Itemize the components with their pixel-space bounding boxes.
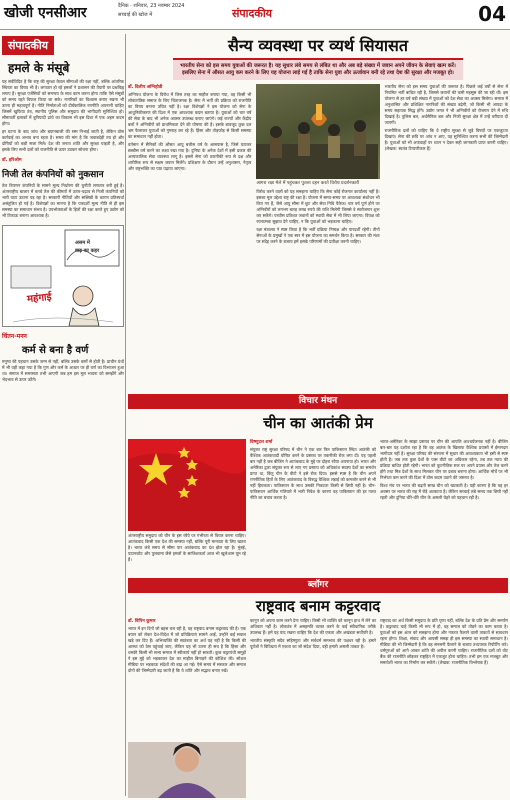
article-text: रक्षा मंत्रालय ने स्पष्ट किया है कि भर्ती प्रक्रिया निष्पक्ष और पारदर्शी रहेगी। तीनों सेनाओं के प्रमुखों ने एक स्वर में इस योजना का समर्थन किया है। सरकार की मंशा पर संदेह करने के बजाय हमें इसके परिणामों की प्रतीक्षा करनी चाहिए। [256,227,380,244]
photo-caption: आगरा रक्षा मेले में पहुंचकर पुतला दहन करते विरोध प्रदर्शनकारी [256,181,360,186]
china-col-3 [380,439,508,501]
page-number: 04 [478,2,506,26]
left-column [2,34,124,798]
article-text: भारत-अमेरिका के साझा प्रस्ताव पर चीन की आपत्ति आश्चर्यजनक नहीं है। बीजिंग बार-बार यह दर्शाता रहा है कि वह आतंक के खिलाफ वैश्विक प्रयासों में ईमानदार भागीदार नहीं है। सुरक्षा परिषद की संरचना में सुधार की आवश्यकता भी इसी से स्पष्ट होती है। जब तक कुछ देशों के पास वीटो का अधिकार रहेगा, तब तक न्याय की प्रक्रिया बाधित होती रहेगी। भारत को कूटनीतिक स्तर पर अपने प्रयास और तेज करने होंगे तथा मित्र देशों के साथ मिलकर चीन पर दबाव बनाना होगा। आर्थिक मोर्चे पर भी निर्भरता कम करने की दिशा में ठोस कदम उठाने की जरूरत है। [380,439,508,480]
cartoon-caption-1: असम में [75,240,90,246]
nationalism-col-3 [380,618,508,796]
protest-photo [256,84,379,179]
editorial-body-2: हर घटना के बाद जांच और बयानबाजी की रस्म निभाई जाती है, लेकिन ठोस कार्रवाई का अभाव बना रहता है। समय की मांग है कि जवाबदेही तय हो और दोषियों को कड़ी सजा मिले। देश की जनता शांति और सुरक्षा चाहती है, और इसके लिए सभी दलों को राजनीति से ऊपर उठकर सोचना होगा। [2,129,124,152]
article-col-2 [256,84,379,245]
editorial-headline: हमले के मंसूबे [8,61,70,75]
article-col-1 [128,84,251,245]
china-col-2 [250,439,376,501]
chintan-headline: कर्म से बना है वर्ण [22,345,89,356]
article-text: विरोध करने वालों को यह समझना चाहिए कि सेना कोई रोजगार कार्यालय नहीं है। इसका मूल उद्देश्य राष्ट्र की रक्षा है। योजना में समय-समय पर आवश्यक संशोधन भी किए गए हैं, जैसे आयु सीमा में छूट और सेवा निधि पैकेज। चार वर्ष पूर्ण होने पर अग्निवीरों को लगभग बारह लाख रुपये की राशि मिलेगी जिससे वे स्वरोजगार शुरू कर सकेंगे। पच्चीस प्रतिशत जवानों को स्थायी सेवा में भी लिया जाएगा। विपक्ष को रचनात्मक सुझाव देने चाहिए, न कि युवाओं को भड़काना चाहिए। [256,189,380,224]
article-text: विश्व मंच पर भारत की बढ़ती साख चीन को खटकती है। यही कारण है कि वह हर अवसर पर भारत की राह में रोड़े अटकाता है। लेकिन सच्चाई लंबे समय तक छिपी नहीं रहती और दुनिया धीरे-धीरे चीन के असली चेहरे को पहचान रही है। [380,483,508,500]
article-text: राष्ट्रवाद का अर्थ किसी समुदाय के प्रति घृणा नहीं, बल्कि देश के प्रति प्रेम और समर्पण है। कट्टरवाद चाहे किसी भी रूप में हो, वह समाज को तोड़ने का काम करता है। युवाओं को इस अंतर को समझना होगा और नफरत फैलाने वाली ताकतों से सावधान रहना होगा। शिक्षा, संवाद और आपसी समझ ही इस समस्या का स्थायी समाधान है। मीडिया की भी जिम्मेदारी है कि वह सनसनी फैलाने के बजाय तथ्यपरक रिपोर्टिंग करे। धर्मगुरुओं को आगे आकर शांति की अपील करनी चाहिए। राजनीतिक दलों को वोट बैंक की राजनीति छोड़कर राष्ट्रहित में एकजुट होना चाहिए। तभी हम एक मजबूत और समावेशी भारत का निर्माण कर सकेंगे। (लेखक: राजनीतिक विश्लेषक हैं) [380,618,508,665]
newspaper-brand: खोजी एनसीआर [4,5,87,21]
china-flag-photo [128,439,246,531]
nationalism-col-1 [128,618,246,742]
flag-drawing [128,439,246,531]
article-text: कानून को अपना काम करने देना चाहिए। किसी भी व्यक्ति को कानून हाथ में लेने का अधिकार नहीं है। लोकतंत्र में असहमति व्यक्त करने के कई संवैधानिक तरीके उपलब्ध हैं। हमें यह याद रखना चाहिए कि देश की एकता और अखंडता सर्वोपरि है। [250,618,376,635]
byline: डॉ. हरिओम [2,158,22,163]
protest-scene [256,84,378,179]
article-text: वर्तमान में सैनिकों की औसत आयु बत्तीस वर्ष के आसपास है, जिसे घटाकर छब्बीस वर्ष करने का लक्ष्य रखा गया है। दुनिया के अनेक देशों में इसी प्रकार की अल्पकालिक सेवा व्यवस्था लागू है। इससे सेना को तकनीकी रूप से दक्ष और शारीरिक रूप से सक्षम जवान मिलेंगे। प्रशिक्षण के दौरान उन्हें अनुशासन, नेतृत्व और राष्ट्रभक्ति का पाठ पढ़ाया जाएगा। [128,142,252,171]
article-text: भारतीय सेना को इस समय युवाओं की जरूरत है। पिछले कई वर्षों से सेना में नियमित भर्ती बाधित रही है, जिससे जवानों की कमी महसूस की जा रही थी। इस योजना से हर वर्ष बड़ी संख्या में युवाओं को देश सेवा का अवसर मिलेगा। समाज में अनुशासित और प्रशिक्षित नागरिकों की संख्या बढ़ेगी, जो किसी भी आपदा के समय सहायक सिद्ध होंगे। उद्योग जगत ने भी अग्निवीरों को रोजगार देने में रुचि दिखाई है। पुलिस बल, अर्धसैनिक बल और निजी सुरक्षा क्षेत्र में उन्हें वरीयता दी जाएगी। [384,84,508,125]
chintan-label: चिंतन-मनन [2,333,27,340]
article-text: भारत में इन दिनों जो बहस चल रही है, वह राष्ट्रवाद बनाम कट्टरवाद की है। एक बयान को लेकर देश-विदेश में जो प्रतिक्रियाएं सामने आईं, उन्होंने कई सवाल खड़े कर दिए हैं। अभिव्यक्ति की स्वतंत्रता का अर्थ यह नहीं है कि किसी की आस्था को ठेस पहुंचाई जाए, लेकिन यह भी उतना ही सच है कि हिंसा और धमकी किसी भी सभ्य समाज में स्वीकार्य नहीं हो सकती। कुछ कट्टरपंथी समूहों ने इस मुद्दे को भड़काकर देश का माहौल बिगाड़ने की कोशिश की। सोशल मीडिया पर भड़काऊ संदेशों की बाढ़ आ गई। ऐसे समय में सरकार और समाज दोनों की जिम्मेदारी बढ़ जाती है कि वे शांति और सद्भाव बनाए रखें। [128,626,246,673]
editorial-tag: संपादकीय [2,36,54,55]
byline: डॉ. दिलीप अग्निहोत्री [128,85,163,90]
article-text: भारतीय संस्कृति सदैव सहिष्णुता और सर्वधर्म समभाव की पक्षधर रही है। हमारे पूर्वजों ने विविधता में एकता का जो संदेश दिया, वही हमारी असली ताकत है। [250,638,376,649]
cartoon-caption-2: बाढ़ का कहर [75,248,100,254]
nationalism-col-2 [250,618,376,790]
oil-body: तेल विपणन कंपनियों के सामने मूल्य निर्धारण की चुनौती लगातार बनी हुई है। अंतरराष्ट्रीय बाजार में कच्चे तेल की कीमतों में उतार-चढ़ाव से निजी कंपनियों को भारी घाटा उठाना पड़ रहा है। सरकारी नीतियों और सब्सिडी के कारण प्रतिस्पर्धा असंतुलित हो गई है। विशेषज्ञों का मानना है कि पारदर्शी मूल्य नीति से ही इस समस्या का समाधान संभव है। उपभोक्ताओं के हितों की रक्षा करते हुए उद्योग को भी टिकाऊ बनाना आवश्यक है। [2,183,124,218]
byline: विष्णुदत्त शर्मा [250,440,273,445]
oil-headline: निजी तेल कंपनियों को नुकसान [2,170,104,180]
editorial-body: यह सर्वविदित है कि राष्ट्र की सुरक्षा केवल सीमाओं की रक्षा नहीं, बल्कि आंतरिक स्थिरता का विषय भी है। लगातार हो रहे हमलों ने प्रशासन की तैयारी पर प्रश्नचिह्न लगाए हैं। सुरक्षा एजेंसियों को समन्वय के साथ काम करना होगा ताकि ऐसे मंसूबों को समय रहते विफल किया जा सके। नागरिकों का विश्वास बनाए रखना भी उतना ही महत्वपूर्ण है। नीति निर्माताओं को दीर्घकालिक रणनीति अपनानी चाहिए जिसमें खुफिया तंत्र, स्थानीय पुलिस और समुदाय की भागीदारी सुनिश्चित हो। सीमावर्ती इलाकों में बुनियादी ढांचे का विकास भी इस दिशा में एक अहम कदम होगा। [2,79,124,126]
section-band-blogger: ब्लॉगर [128,578,508,593]
article-military [128,34,508,245]
cartoon-drawing [3,226,124,327]
article-text: संयुक्त राष्ट्र सुरक्षा परिषद में चीन ने एक बार फिर पाकिस्तान स्थित आतंकी को वैश्विक आतंकवादी घोषित करने के प्रस्ताव पर तकनीकी रोक लगा दी। यह पहली बार नहीं है जब बीजिंग ने आतंकवाद के मुद्दे पर दोहरा रवैया अपनाया हो। भारत और अमेरिका द्वारा संयुक्त रूप से लाए गए प्रस्ताव को अधिकांश सदस्य देशों का समर्थन प्राप्त था, किंतु चीन के वीटो ने इसे रोक दिया। इससे स्पष्ट है कि चीन अपने रणनीतिक हितों के लिए आतंकवाद के विरुद्ध वैश्विक लड़ाई को कमजोर करने से भी नहीं हिचकता। पाकिस्तान के साथ उसकी निकटता किसी से छिपी नहीं है। चीन-पाकिस्तान आर्थिक गलियारे में भारी निवेश के कारण वह पाकिस्तान की हर गलत नीति का बचाव करता है। [250,447,376,500]
dateline: दैनिक · शनिवार, 23 नवम्बर 2024 [118,3,185,9]
section-band-vichar: विचार मंथन [128,394,508,409]
portrait-photo [128,742,246,798]
cartoon-word: महंगाई [26,291,53,306]
china-col-1-bottom [128,533,246,563]
china-headline: चीन का आतंकी प्रेम [263,414,373,432]
masthead [0,0,510,30]
article-col-3 [385,84,508,245]
nationalism-headline: राष्ट्रवाद बनाम कट्टरवाद [255,597,381,615]
article-headline: सैन्य व्यवस्था पर व्यर्थ सियासत [228,36,408,55]
tagline: सच्चाई की खोज में [118,12,153,18]
pull-quote: भारतीय सेना को इस समय युवाओं की जरूरत है। यह सुधार लंबे समय से लंबित था और अब बड़े संख्या में जवान अपने जीवन के सेवाएं खत्म करें। इसलिए सेना में औसत आयु कम करने के लिए यह योजना लाई गई है ताकि सेना युवा और ऊर्जावान बनी रहे तथा देश की सुरक्षा और मजबूत हो। [173,58,463,80]
article-text: राजनीतिक दलों को चाहिए कि वे राष्ट्रीय सुरक्षा से जुड़े विषयों पर एकजुटता दिखाएं। सेना की छवि पर आंच न आए, यह सुनिश्चित करना सभी की जिम्मेदारी है। युवाओं को भी अफवाहों पर ध्यान न देकर सही जानकारी प्राप्त करनी चाहिए। (लेखक: स्वतंत्र टिप्पणीकार हैं) [384,128,508,151]
section-title: संपादकीय [232,7,273,20]
column-divider [125,34,126,796]
chintan-body: मनुष्य की पहचान उसके जन्म से नहीं, बल्कि उसके कर्मों से होती है। प्राचीन ग्रंथों में भी यही कहा गया है कि गुण और कर्म के आधार पर ही वर्ण का विभाजन हुआ था। समाज में समरसता तभी आएगी जब हम इस मूल भावना को समझेंगे और भेदभाव से ऊपर उठेंगे। [2,359,124,382]
portrait-drawing [128,742,246,798]
byline: डॉ. विपिन कुमार [128,619,156,624]
article-text: अग्निपथ योजना के विरोध में जिस तरह का माहौल बनाया गया, वह किसी भी लोकतांत्रिक समाज के लिए चिंताजनक है। सेना में भर्ती की प्रक्रिया को राजनीति का विषय बनाना उचित नहीं है। रक्षा विशेषज्ञों ने इस योजना को सेना के आधुनिकीकरण की दिशा में एक आवश्यक कदम बताया है। युवाओं को चार वर्ष की सेवा के बाद भी अनेक अवसर उपलब्ध कराए जाएंगे। कई राज्यों और केंद्रीय बलों ने अग्निवीरों को प्राथमिकता देने की घोषणा की है। इसके बावजूद कुछ दल भ्रम फैलाकर युवाओं को गुमराह कर रहे हैं। हिंसा और तोड़फोड़ से किसी समस्या का समाधान नहीं होता। [128,92,252,139]
article-text: अंतरराष्ट्रीय समुदाय को चीन के इस रवैये पर गंभीरता से विचार करना चाहिए। आतंकवाद किसी एक देश की समस्या नहीं, बल्कि पूरी मानवता के लिए खतरा है। भारत लंबे समय से सीमा पार आतंकवाद का दंश झेल रहा है। मुंबई, पठानकोट और पुलवामा जैसे हमलों के साजिशकर्ता आज भी खुलेआम घूम रहे हैं। [128,533,246,562]
cartoon [2,225,124,327]
